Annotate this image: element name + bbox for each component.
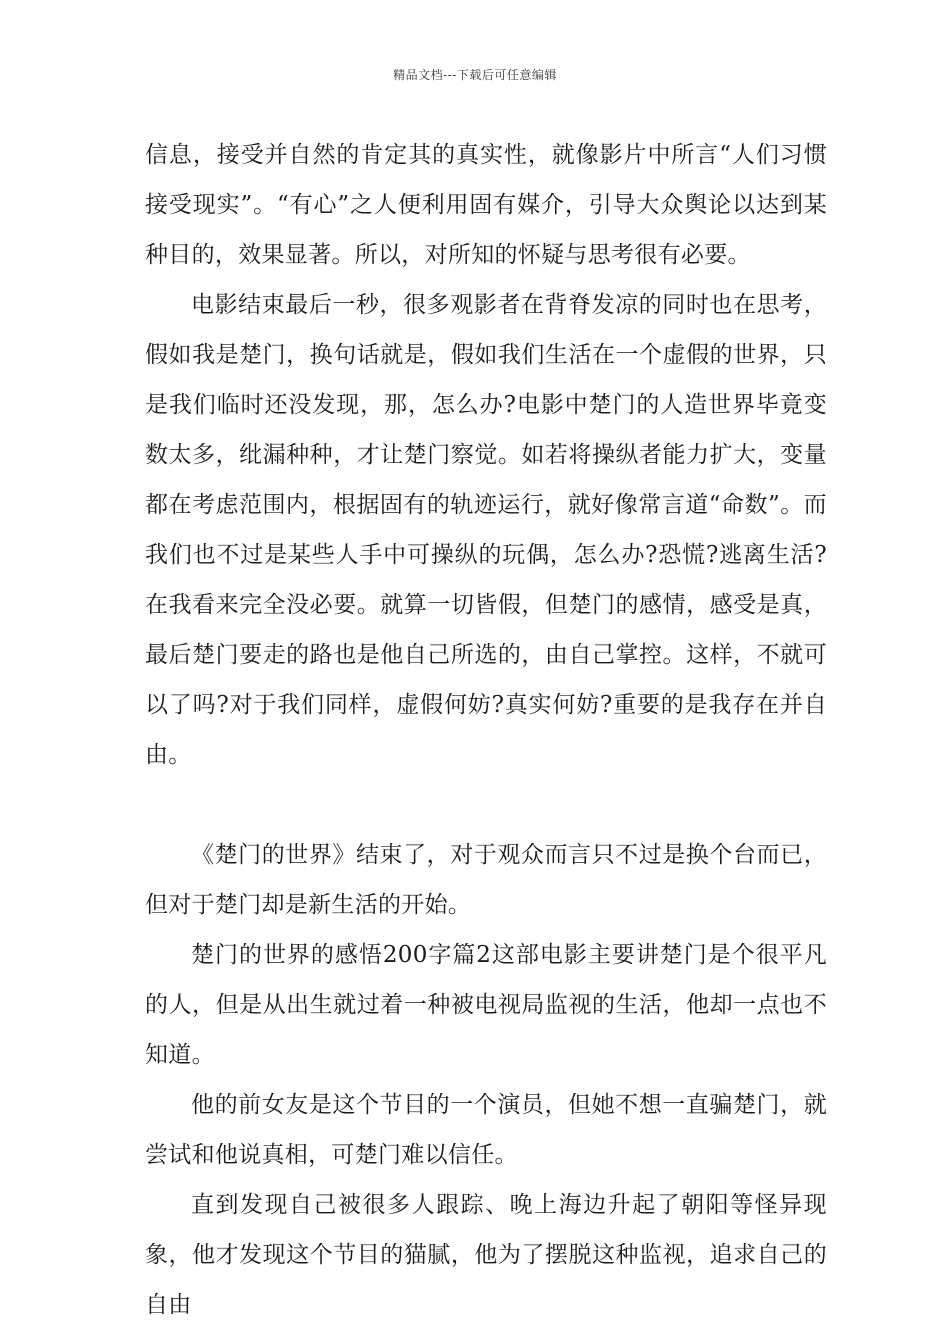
paragraph-1: 信息，接受并自然的肯定其的真实性，就像影片中所言“人们习惯接受现实”。“有心”之人便利用固有媒介，引导大众舆论以达到某种目的，效果显著。所以，对所知的怀疑与思考很有必要。 — [145, 142, 827, 268]
paragraph-4: 楚门的世界的感悟200字篇2这部电影主要讲楚门是个很平凡的人，但是从出生就过着一种被电视局监视的生活，他却一点也不知道。 — [145, 942, 827, 1068]
paragraph-2: 电影结束最后一秒，很多观影者在背脊发凉的同时也在思考，假如我是楚门，换句话就是，假如我们生活在一个虚假的世界，只是我们临时还没发现，那，怎么办?电影中楚门的人造世界毕竟变数太多，纰漏种种，才让楚门察觉。如若将操纵者能力扩大，变量都在考虑范围内，根据固有的轨迹运行，就好像常言道“命数”。而我们也不过是某些人手中可操纵的玩偶，怎么办?恐慌?逃离生活?在我看来完全没必要。就算一切皆假，但楚门的感情，感受是真，最后楚门要走的路也是他自己所选的，由自己掌控。这样，不就可以了吗?对于我们同样，虚假何妨?真实何妨?重要的是我存在并自由。 — [145, 292, 827, 768]
paragraph-3: 《楚门的世界》结束了，对于观众而言只不过是换个台而已，但对于楚门却是新生活的开始。 — [145, 842, 827, 918]
paragraph-6: 直到发现自己被很多人跟踪、晚上海边升起了朝阳等怪异现象，他才发现这个节目的猫腻，他为了摆脱这种监视，追求自己的自由 — [145, 1192, 827, 1318]
page-header: 精品文档---下载后可任意编辑 — [393, 68, 557, 82]
paragraph-5: 他的前女友是这个节目的一个演员，但她不想一直骗楚门，就尝试和他说真相，可楚门难以信任。 — [145, 1092, 827, 1168]
document-body — [145, 130, 827, 1330]
blank-line — [145, 780, 827, 830]
